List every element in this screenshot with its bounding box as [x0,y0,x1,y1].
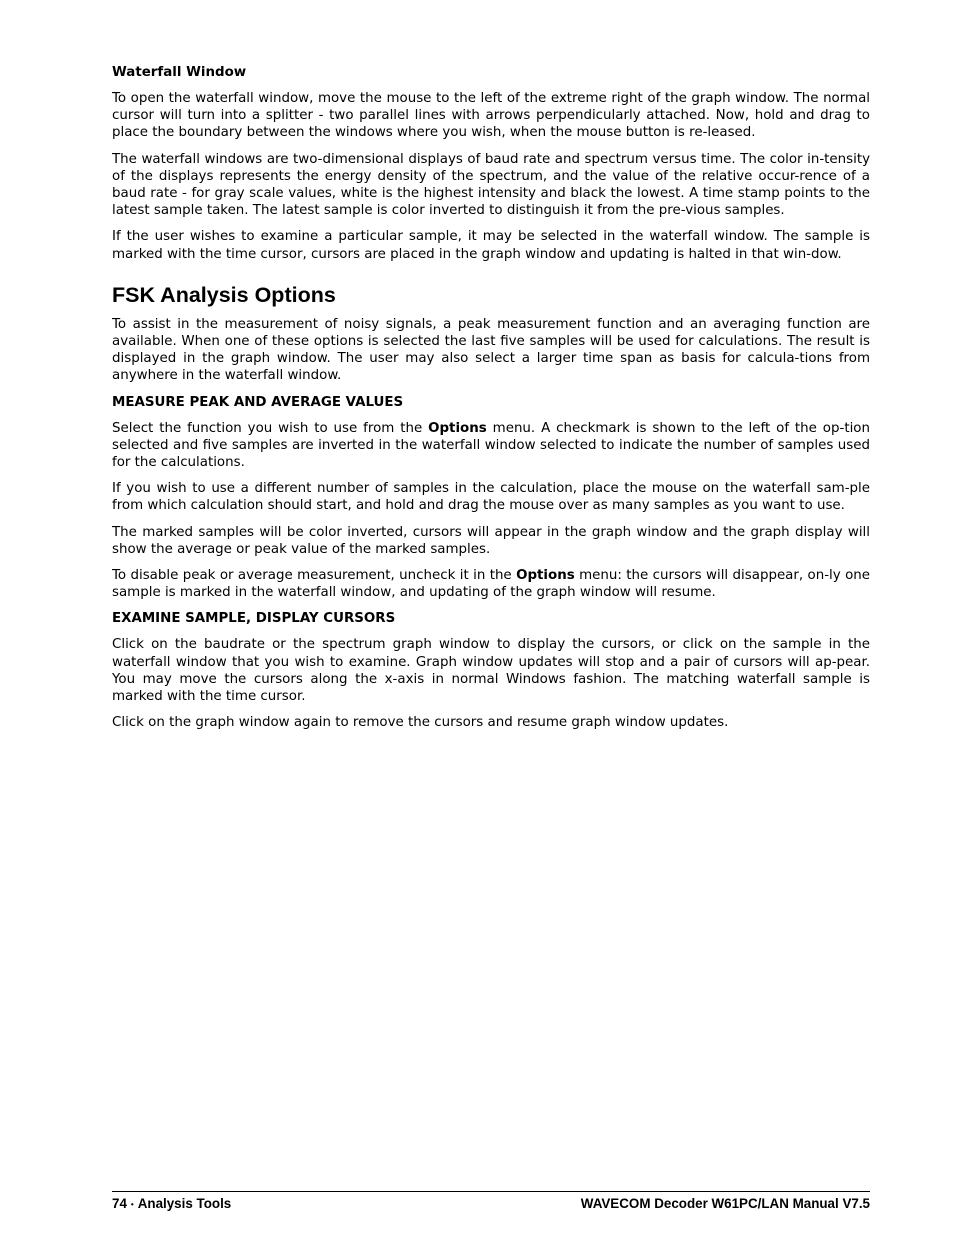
measure-p4-text-b: menu: the cursors will disappear, on-ly one sample is marked in the waterfall window, and updating of the graph window will resume. [112,568,870,601]
manual-title: WAVECOM Decoder W61PC/LAN Manual V7.5 [580,1196,870,1211]
measure-paragraph-1 [112,420,870,472]
fsk-analysis-options-title: FSK Analysis Options [112,282,336,307]
options-menu-reference-2: Options [516,568,575,584]
measure-paragraph-4 [112,567,870,601]
measure-p1-text-b: menu. A checkmark is shown to the left of the op-tion selected and five samples are inverted in the waterfall window selected to indicate the number of samples used for the calculations. [112,420,870,471]
measure-paragraph-2: If you wish to use a different number of samples in the calculation, place the mouse on the waterfall sam-ple from which calculation should start, and hold and drag the mouse over as many samples as you want to use. [112,481,870,514]
waterfall-paragraph-1: To open the waterfall window, move the mouse to the left of the extreme right of the graph window. The normal cursor will turn into a splitter - two parallel lines with arrows perpendicularly attached. Now, hold and drag to place the boundary between the windows where you wish, when the mouse button is re-leased. [112,91,870,141]
page-footer [112,1196,870,1211]
footer-divider [112,1191,870,1192]
measure-peak-heading: MEASURE PEAK AND AVERAGE VALUES [112,394,404,410]
options-menu-reference: Options [428,420,487,436]
bullet-separator: • [130,1199,134,1209]
fsk-intro-paragraph: To assist in the measurement of noisy signals, a peak measurement function and an averaging function are available. When one of these options is selected the last five samples will be used for calculations. The result is displayed in the graph window. The user may also select a larger time span as basis for calcula-tions from anywhere in the waterfall window. [112,316,870,384]
section-name: Analysis Tools [137,1196,232,1211]
waterfall-paragraph-3: If the user wishes to examine a particular sample, it may be selected in the waterfall window. The sample is marked with the time cursor, cursors are placed in the graph window and updating is halted in that win-dow. [112,229,870,262]
waterfall-window-heading: Waterfall Window [112,65,247,80]
examine-paragraph-1: Click on the baudrate or the spectrum graph window to display the cursors, or click on the sample in the waterfall window that you wish to examine. Graph window updates will stop and a pair of cursors will ap-pear. You may move the cursors along the x-axis in normal Windows fashion. The matching waterfall sample is marked with the time cursor. [112,637,870,705]
examine-paragraph-2: Click on the graph window again to remove the cursors and resume graph window updates. [112,715,729,731]
page-number: 74 [112,1196,127,1211]
measure-paragraph-3: The marked samples will be color inverted, cursors will appear in the graph window and the graph display will show the average or peak value of the marked samples. [112,524,870,557]
footer-left [112,1196,231,1211]
measure-p1-text-a: Select the function you wish to use from the [112,420,429,436]
examine-sample-heading: EXAMINE SAMPLE, DISPLAY CURSORS [112,611,396,627]
page-content [112,64,870,740]
waterfall-paragraph-2: The waterfall windows are two-dimensional displays of baud rate and spectrum versus time. The color in-tensity of the displays represents the energy density of the spectrum, and the value of the relative occur-rence of a baud rate - for gray scale values, white is the highest intensity and black the lowest. A time stamp points to the latest sample taken. The latest sample is color inverted to distinguish it from the pre-vious samples. [112,151,870,219]
measure-p4-text-a: To disable peak or average measurement, uncheck it in the [112,568,517,584]
